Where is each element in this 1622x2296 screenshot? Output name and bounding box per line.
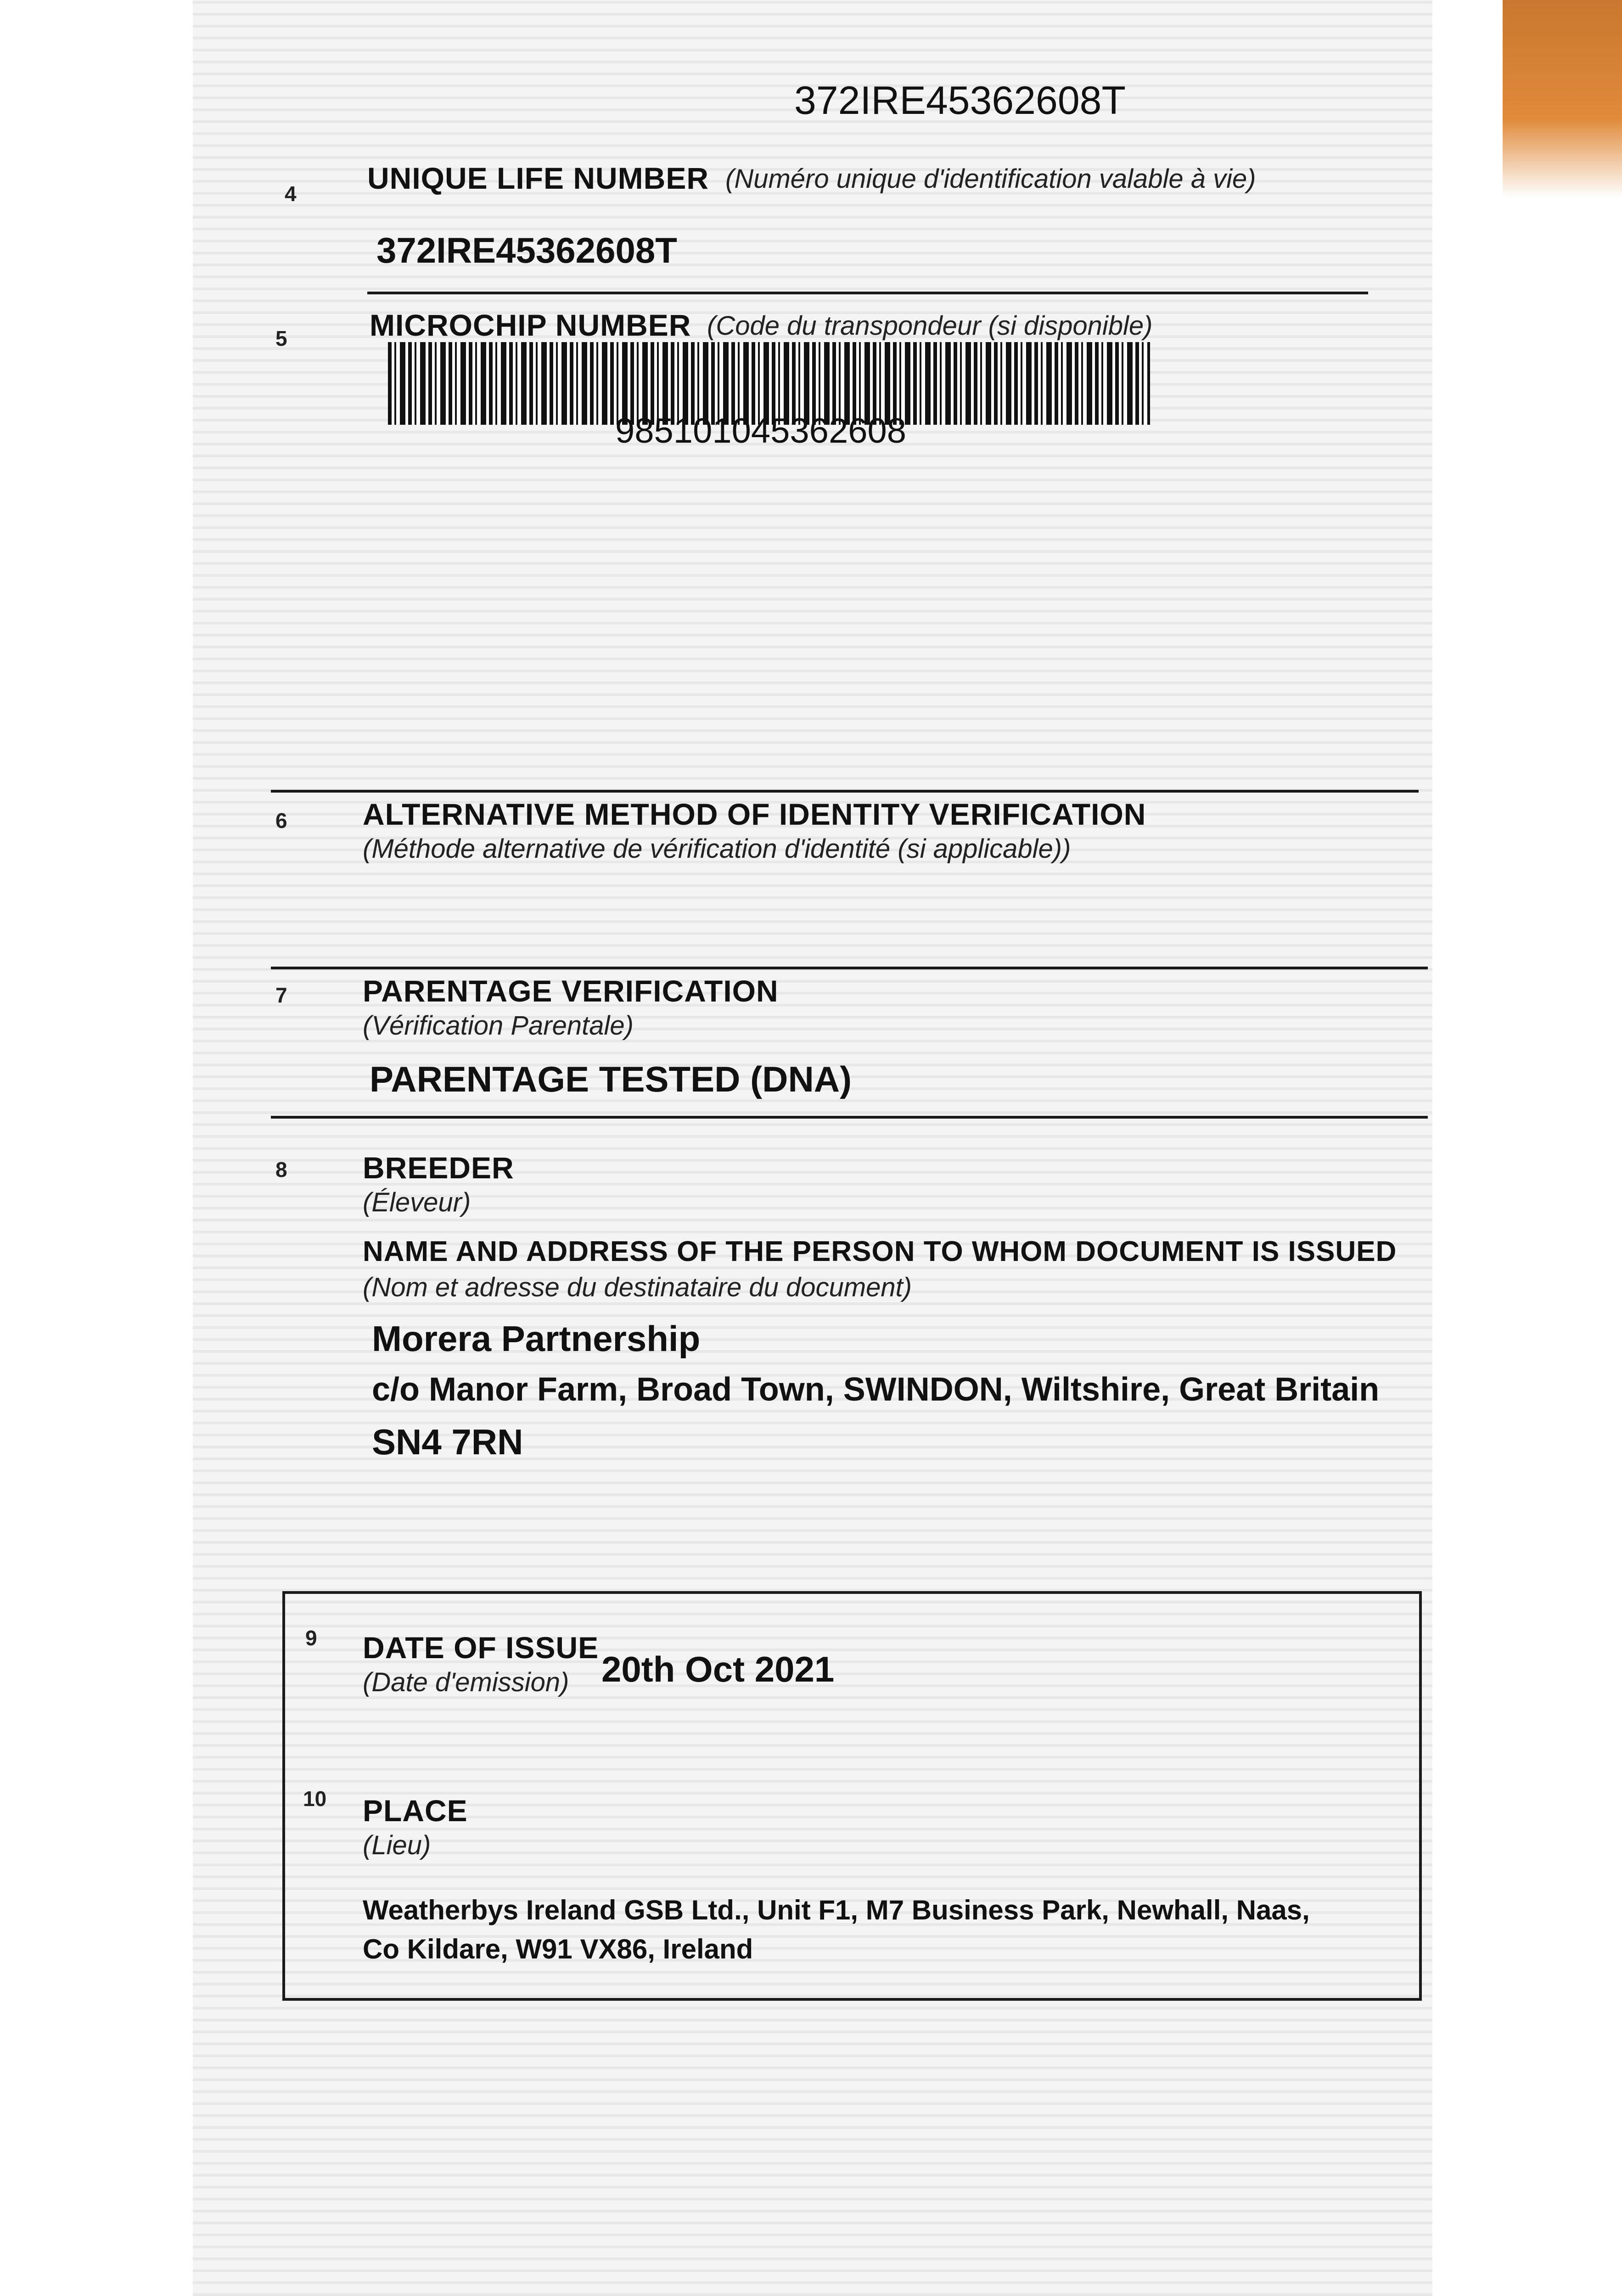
section-7-number: 7 [275,983,287,1007]
document-holder-postcode: SN4 7RN [372,1422,523,1462]
microchip-number-label: MICROCHIP NUMBER [370,308,691,342]
place-address-line1: Weatherbys Ireland GSB Ltd., Unit F1, M7 Business Park, Newhall, Naas, [363,1895,1310,1925]
date-of-issue-sub: (Date d'emission) [363,1667,569,1697]
unique-life-number-sub: (Numéro unique d'identification valable à vie) [725,164,1256,194]
document-holder-label: NAME AND ADDRESS OF THE PERSON TO WHOM DOCUMENT IS ISSUED [363,1236,1397,1267]
alternative-method-label: ALTERNATIVE METHOD OF IDENTITY VERIFICATION [363,797,1146,831]
passport-page [193,0,1432,2296]
date-of-issue-label: DATE OF ISSUE [363,1631,599,1665]
section-5-number: 5 [275,326,287,350]
section-9-number: 9 [305,1626,317,1650]
section-4-number: 4 [285,182,297,206]
page-margin [0,0,193,2296]
divider [271,967,1428,969]
breeder-label: BREEDER [363,1151,514,1185]
divider [367,292,1368,294]
alternative-method-sub: (Méthode alternative de vérification d'identité (si applicable)) [363,834,1071,864]
parentage-verification-value: PARENTAGE TESTED (DNA) [370,1059,852,1099]
document-holder-name: Morera Partnership [372,1318,701,1359]
unique-life-number-label: UNIQUE LIFE NUMBER [367,161,709,195]
header-code: 372IRE45362608T [794,79,1126,123]
section-8-number: 8 [275,1158,287,1182]
microchip-number-sub: (Code du transpondeur (si disponible) [707,311,1153,341]
divider [271,1116,1428,1119]
divider [271,790,1419,793]
parentage-verification-label: PARENTAGE VERIFICATION [363,974,779,1008]
background-edge [1503,0,1622,197]
place-label: PLACE [363,1794,468,1828]
parentage-verification-sub: (Vérification Parentale) [363,1011,634,1041]
section-10-number: 10 [303,1787,327,1811]
section-6-number: 6 [275,809,287,833]
microchip-number-value: 985101045362608 [615,411,907,450]
place-sub: (Lieu) [363,1830,431,1860]
document-holder-address: c/o Manor Farm, Broad Town, SWINDON, Wiltshire, Great Britain [372,1371,1380,1408]
breeder-sub: (Éleveur) [363,1187,471,1217]
document-holder-sub: (Nom et adresse du destinataire du document) [363,1272,912,1302]
place-address-line2: Co Kildare, W91 VX86, Ireland [363,1934,753,1964]
date-of-issue-value: 20th Oct 2021 [601,1649,835,1689]
unique-life-number-value: 372IRE45362608T [376,230,677,270]
